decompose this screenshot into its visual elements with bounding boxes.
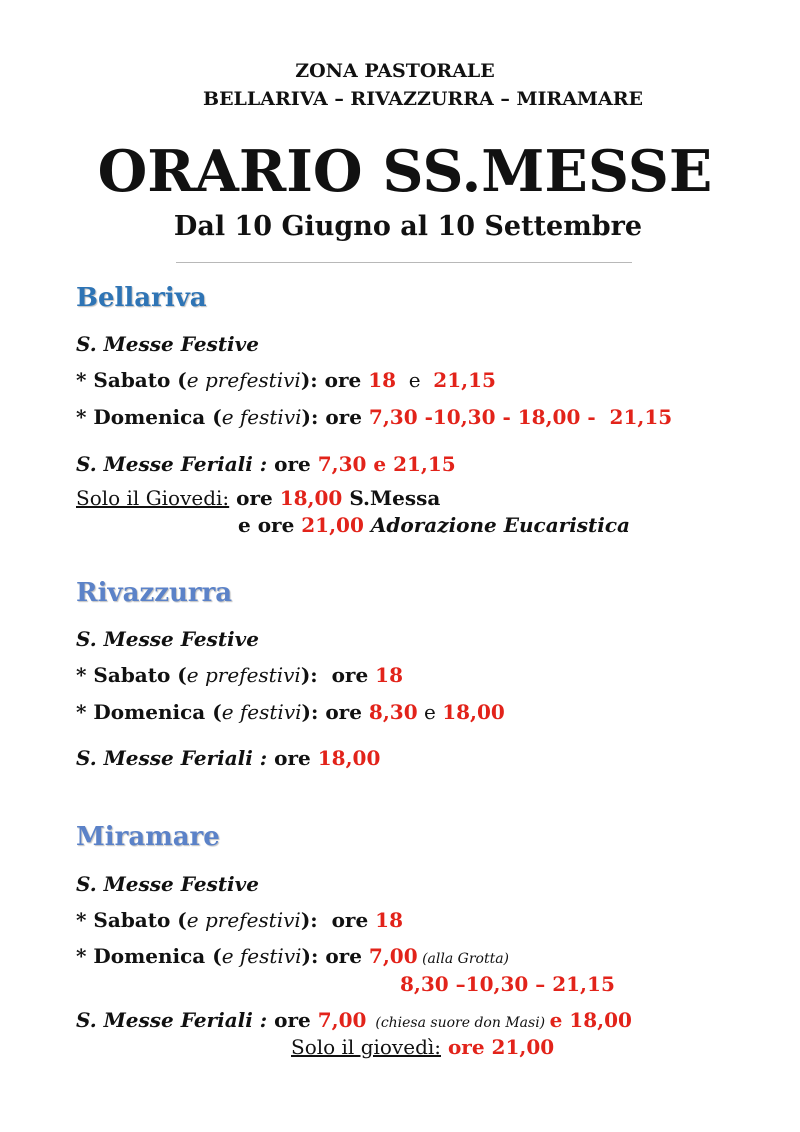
time: 18	[375, 908, 403, 932]
bellariva-thursday-adoration	[238, 511, 630, 539]
rivazzurra-ferial	[76, 744, 380, 772]
time: 7,00	[317, 1008, 367, 1032]
times: 7,30 e 21,15	[317, 452, 456, 476]
time: 8,30	[368, 700, 418, 724]
rivazzurra-saturday	[76, 661, 403, 689]
times: ore 21,00	[441, 1035, 555, 1059]
miramare-sunday	[76, 942, 509, 973]
saturday-paren: e prefestivi	[186, 368, 301, 392]
sunday-paren: e festivi	[221, 700, 302, 724]
adoration-label: Adorazione Eucaristica	[363, 513, 631, 537]
sunday-label: * Domenica (	[76, 405, 222, 429]
times: 18,00	[317, 746, 381, 770]
saturday-ore: ): ore	[300, 908, 376, 932]
time: 18	[368, 368, 397, 392]
bellariva-festive-label: S. Messe Festive	[76, 332, 259, 356]
sunday-ore: ): ore	[301, 700, 369, 724]
thursday-label: Solo il Giovedi:	[76, 486, 230, 510]
sunday-ore: ): ore	[301, 944, 369, 968]
saturday-paren: e prefestivi	[186, 663, 301, 687]
time: e 18,00	[549, 1008, 632, 1032]
time: 21,00	[301, 513, 364, 537]
miramare-thursday	[291, 1033, 554, 1061]
sunday-label: * Domenica (	[76, 944, 222, 968]
saturday-label: * Sabato (	[76, 368, 187, 392]
saturday-ore: ): ore	[300, 368, 369, 392]
ferial-ore: ore	[267, 1008, 318, 1032]
rivazzurra-sunday	[76, 698, 505, 726]
bellariva-thursday	[76, 484, 440, 512]
time: 18	[375, 663, 403, 687]
divider	[176, 262, 632, 263]
location-note: (chiesa suore don Masi)	[366, 1015, 550, 1031]
thursday-label: Solo il giovedì:	[291, 1035, 441, 1059]
saturday-label: * Sabato (	[76, 908, 187, 932]
saturday-label: * Sabato (	[76, 663, 187, 687]
times: 7,30 -10,30 - 18,00 - 21,15	[368, 405, 673, 429]
location-note: (alla Grotta)	[417, 951, 510, 967]
section-rivazzurra: Rivazzurra	[76, 578, 233, 608]
separator: e	[396, 368, 434, 392]
time: 18,00	[279, 486, 343, 510]
sunday-ore: ): ore	[301, 405, 369, 429]
section-miramare: Miramare	[76, 822, 220, 852]
section-bellariva: Bellariva	[76, 283, 207, 313]
miramare-saturday	[76, 906, 403, 934]
ferial-label: S. Messe Feriali :	[76, 1008, 268, 1032]
bellariva-saturday	[76, 366, 496, 394]
adoration-ore: e ore	[238, 513, 302, 537]
mass-label: S.Messa	[342, 486, 441, 510]
bellariva-sunday	[76, 403, 672, 431]
ferial-label: S. Messe Feriali :	[76, 746, 268, 770]
bellariva-ferial	[76, 450, 456, 478]
zone-parishes: BELLARIVA – RIVAZZURRA – MIRAMARE	[203, 88, 643, 110]
miramare-festive-label: S. Messe Festive	[76, 872, 259, 896]
saturday-paren: e prefestivi	[186, 908, 301, 932]
ferial-label: S. Messe Feriali :	[76, 452, 268, 476]
separator: e	[417, 700, 443, 724]
time: 18,00	[442, 700, 505, 724]
sunday-paren: e festivi	[221, 944, 302, 968]
time: 21,15	[433, 368, 496, 392]
times: 8,30 –10,30 – 21,15	[400, 972, 615, 996]
sunday-label: * Domenica (	[76, 700, 222, 724]
rivazzurra-festive-label: S. Messe Festive	[76, 627, 259, 651]
miramare-sunday-more	[400, 970, 615, 998]
zone-title: ZONA PASTORALE	[295, 60, 495, 82]
page-title: ORARIO SS.MESSE	[97, 138, 713, 205]
saturday-ore: ): ore	[300, 663, 376, 687]
ferial-ore: ore	[267, 452, 318, 476]
date-range: Dal 10 Giugno al 10 Settembre	[173, 211, 643, 242]
time: 7,00	[368, 944, 418, 968]
ferial-ore: ore	[267, 746, 318, 770]
sunday-paren: e festivi	[221, 405, 302, 429]
thursday-ore: ore	[229, 486, 280, 510]
